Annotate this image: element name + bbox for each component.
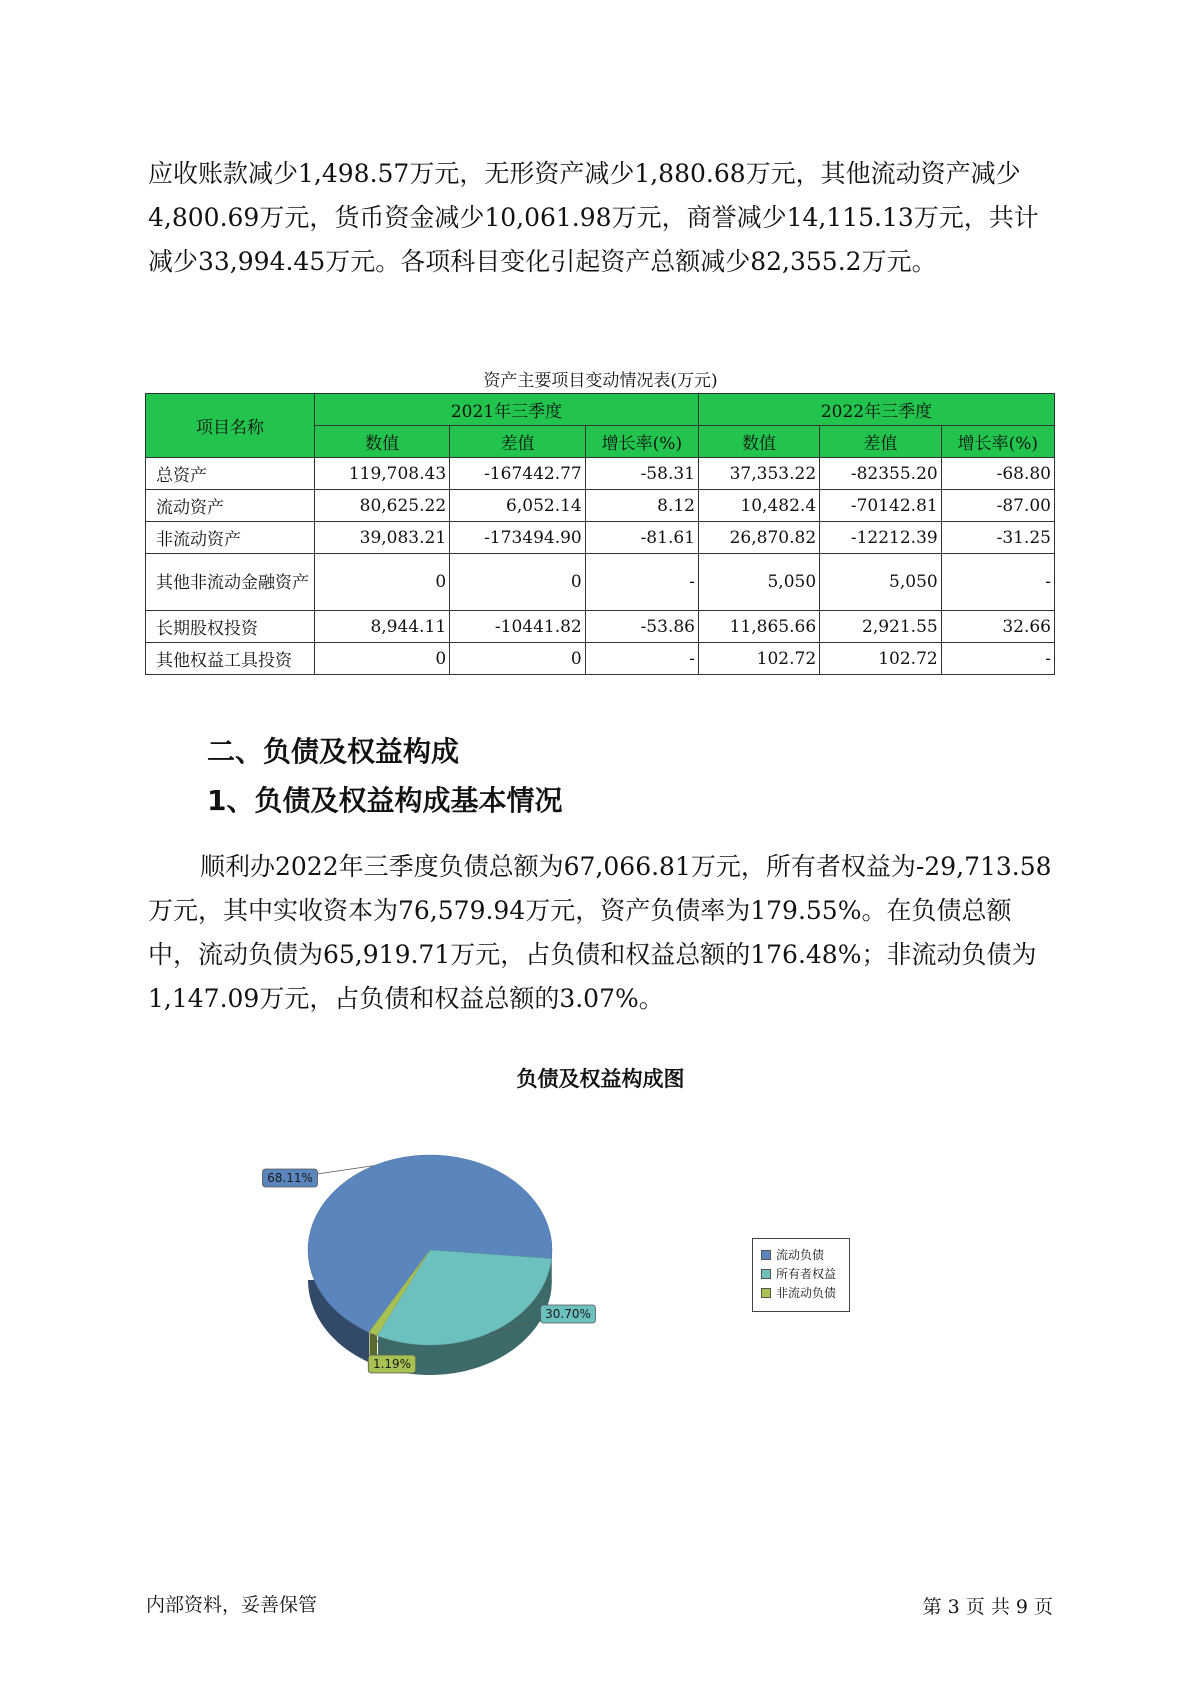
footer-page-number: 第 3 页 共 9 页 (922, 1596, 1053, 1618)
col-header-value: 数值 (315, 426, 450, 458)
subsection-heading: 1、负债及权益构成基本情况 (207, 784, 563, 817)
legend-label: 所有者权益 (776, 1267, 837, 1281)
cell: 5,050 (698, 554, 819, 611)
cell: 102.72 (820, 643, 942, 675)
cell: 119,708.43 (315, 458, 450, 490)
legend-swatch (761, 1269, 771, 1279)
cell: -167442.77 (450, 458, 586, 490)
col-header-growth: 增长率(%) (585, 426, 698, 458)
cell: 8,944.11 (315, 611, 450, 643)
cell: 32.66 (941, 611, 1054, 643)
cell: 0 (450, 554, 586, 611)
col-header-diff: 差值 (820, 426, 942, 458)
cell: - (941, 643, 1054, 675)
cell: 5,050 (820, 554, 942, 611)
cell: 26,870.82 (698, 522, 819, 554)
cell: 11,865.66 (698, 611, 819, 643)
cell: 37,353.22 (698, 458, 819, 490)
cell: - (585, 643, 698, 675)
pie-data-label: 1.19% (372, 1357, 412, 1371)
cell: -31.25 (941, 522, 1054, 554)
cell: 2,921.55 (820, 611, 942, 643)
cell: -173494.90 (450, 522, 586, 554)
cell: -12212.39 (820, 522, 942, 554)
cell: -87.00 (941, 490, 1054, 522)
cell: -68.80 (941, 458, 1054, 490)
legend-label: 流动负债 (776, 1248, 825, 1262)
cell: -10441.82 (450, 611, 586, 643)
cell: -82355.20 (820, 458, 942, 490)
legend-swatch (761, 1250, 771, 1260)
cell: 0 (315, 554, 450, 611)
row-name: 非流动资产 (146, 522, 315, 554)
cell: 102.72 (698, 643, 819, 675)
cell: 8.12 (585, 490, 698, 522)
footer-confidential: 内部资料，妥善保管 (146, 1594, 318, 1616)
col-header-period-2022: 2022年三季度 (698, 394, 1054, 426)
section-heading: 二、负债及权益构成 (207, 735, 460, 768)
legend-label: 非流动负债 (776, 1286, 837, 1300)
col-header-item-name: 项目名称 (146, 394, 315, 458)
chart-title: 负债及权益构成图 (516, 1067, 685, 1091)
cell: -58.31 (585, 458, 698, 490)
cell: 6,052.14 (450, 490, 586, 522)
col-header-growth: 增长率(%) (941, 426, 1054, 458)
cell: 39,083.21 (315, 522, 450, 554)
pie-data-label: 30.70% (545, 1307, 591, 1321)
cell: -53.86 (585, 611, 698, 643)
row-name: 长期股权投资 (146, 611, 315, 643)
cell: - (941, 554, 1054, 611)
row-name: 流动资产 (146, 490, 315, 522)
col-header-diff: 差值 (450, 426, 586, 458)
cell: 0 (450, 643, 586, 675)
cell: - (585, 554, 698, 611)
legend-item (761, 1283, 849, 1302)
cell: 10,482.4 (698, 490, 819, 522)
row-name: 其他非流动金融资产 (146, 554, 315, 611)
table-caption: 资产主要项目变动情况表(万元) (483, 371, 718, 391)
legend-item (761, 1264, 849, 1283)
cell: -81.61 (585, 522, 698, 554)
cell: -70142.81 (820, 490, 942, 522)
legend-swatch (761, 1288, 771, 1298)
col-header-period-2021: 2021年三季度 (315, 394, 699, 426)
cell: 80,625.22 (315, 490, 450, 522)
row-name: 总资产 (146, 458, 315, 490)
legend-item (761, 1245, 849, 1264)
pie-data-label: 68.11% (267, 1171, 313, 1185)
col-header-value: 数值 (698, 426, 819, 458)
intro-paragraph: 应收账款减少1,498.57万元，无形资产减少1,880.68万元，其他流动资产减少4,800.69万元，货币资金减少10,061.98万元，商誉减少14,115.13万元，共计减少33,994.45万元。各项科目变化引起资产总额减少82,355.2万元。 (148, 159, 1039, 276)
row-name: 其他权益工具投资 (146, 643, 315, 675)
chart-legend (752, 1238, 850, 1312)
liability-paragraph: 顺利办2022年三季度负债总额为67,066.81万元，所有者权益为-29,713.58万元，其中实收资本为76,579.94万元，资产负债率为179.55%。在负债总额中，流动负债为65,919.71万元，占负债和权益总额的176.48%；非流动负债为1,147.09万元，占负债和权益总额的3.07%。 (148, 852, 1052, 1013)
cell: 0 (315, 643, 450, 675)
